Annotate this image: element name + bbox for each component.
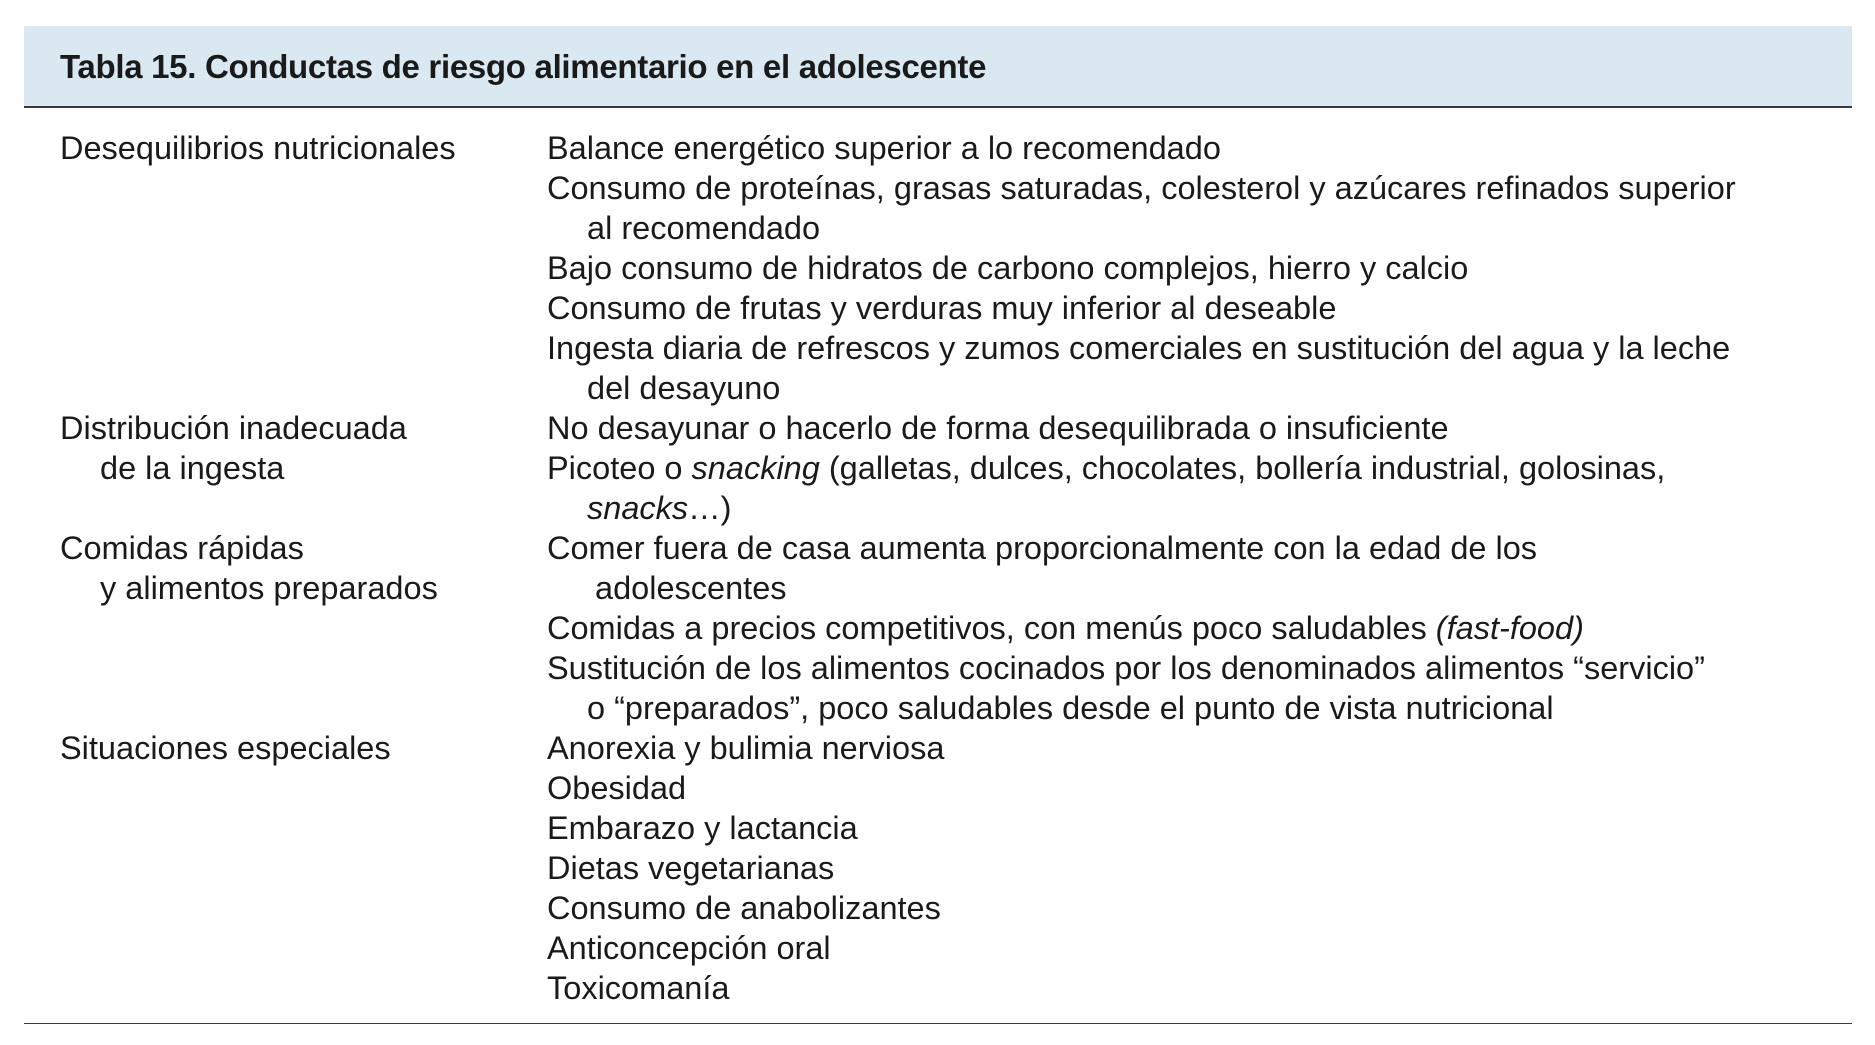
list-item (547, 168, 1857, 248)
list-item (547, 648, 1857, 728)
category-label: Situaciones especiales (60, 730, 391, 766)
list-item (547, 928, 1857, 968)
item-text: Embarazo y lactancia (547, 810, 858, 846)
category-cell (60, 528, 530, 608)
item-text-continuation: del desayuno (587, 370, 781, 406)
item-text-continuation: adolescentes (595, 570, 787, 606)
category-cell (60, 408, 530, 488)
list-item (547, 248, 1857, 288)
category-label: Distribución inadecuada (60, 410, 407, 446)
item-text-italic: (fast-food) (1435, 610, 1584, 646)
list-item (547, 728, 1857, 768)
category-label: Comidas rápidas (60, 530, 304, 566)
item-text-continuation (547, 488, 1857, 528)
item-text: Consumo de anabolizantes (547, 890, 941, 926)
item-text: No desayunar o hacerlo de forma desequilibrada o insuficiente (547, 410, 1449, 446)
item-text: Sustitución de los alimentos cocinados por los denominados alimentos “servicio” (547, 650, 1705, 686)
item-text: Bajo consumo de hidratos de carbono complejos, hierro y calcio (547, 250, 1469, 286)
item-text: Anorexia y bulimia nerviosa (547, 730, 945, 766)
category-label-continuation: y alimentos preparados (100, 570, 438, 606)
items-cell (547, 728, 1857, 1008)
items-cell (547, 408, 1857, 528)
item-text: Consumo de proteínas, grasas saturadas, colesterol y azúcares refinados superior (547, 170, 1736, 206)
item-text: Comidas a precios competitivos, con menús poco saludables (547, 610, 1436, 646)
item-text-continuation: al recomendado (587, 210, 821, 246)
table-title: Tabla 15. Conductas de riesgo alimentario en el adolescente (60, 48, 987, 85)
item-text-italic: snacking (691, 450, 820, 486)
item-text: Ingesta diaria de refrescos y zumos comerciales en sustitución del agua y la leche (547, 330, 1731, 366)
list-item (547, 528, 1857, 608)
list-item (547, 968, 1857, 1008)
category-cell (60, 728, 530, 768)
item-text: Balance energético superior a lo recomendado (547, 130, 1221, 166)
table-bottom-rule (24, 1023, 1852, 1024)
items-cell (547, 128, 1857, 408)
item-text: Dietas vegetarianas (547, 850, 835, 886)
item-text: Consumo de frutas y verduras muy inferior al deseable (547, 290, 1337, 326)
item-text: Picoteo o (547, 450, 692, 486)
list-item (547, 608, 1857, 648)
item-text: …) (688, 490, 732, 526)
list-item (547, 448, 1857, 528)
list-item (547, 408, 1857, 448)
item-text-italic: snacks (587, 490, 689, 526)
list-item (547, 128, 1857, 168)
item-text: (galletas, dulces, chocolates, bollería industrial, golosinas, (819, 450, 1666, 486)
list-item (547, 328, 1857, 408)
list-item (547, 768, 1857, 808)
item-text-continuation: o “preparados”, poco saludables desde el punto de vista nutricional (587, 690, 1554, 726)
category-label-continuation: de la ingesta (100, 450, 285, 486)
list-item (547, 288, 1857, 328)
item-text: Anticoncepción oral (547, 930, 831, 966)
item-text: Obesidad (547, 770, 687, 806)
items-cell (547, 528, 1857, 728)
item-text: Toxicomanía (547, 970, 730, 1006)
item-text: Comer fuera de casa aumenta proporcionalmente con la edad de los (547, 530, 1538, 566)
list-item (547, 808, 1857, 848)
table-title-bar (24, 26, 1852, 108)
category-cell (60, 128, 530, 168)
list-item (547, 888, 1857, 928)
list-item (547, 848, 1857, 888)
category-label: Desequilibrios nutricionales (60, 130, 456, 166)
